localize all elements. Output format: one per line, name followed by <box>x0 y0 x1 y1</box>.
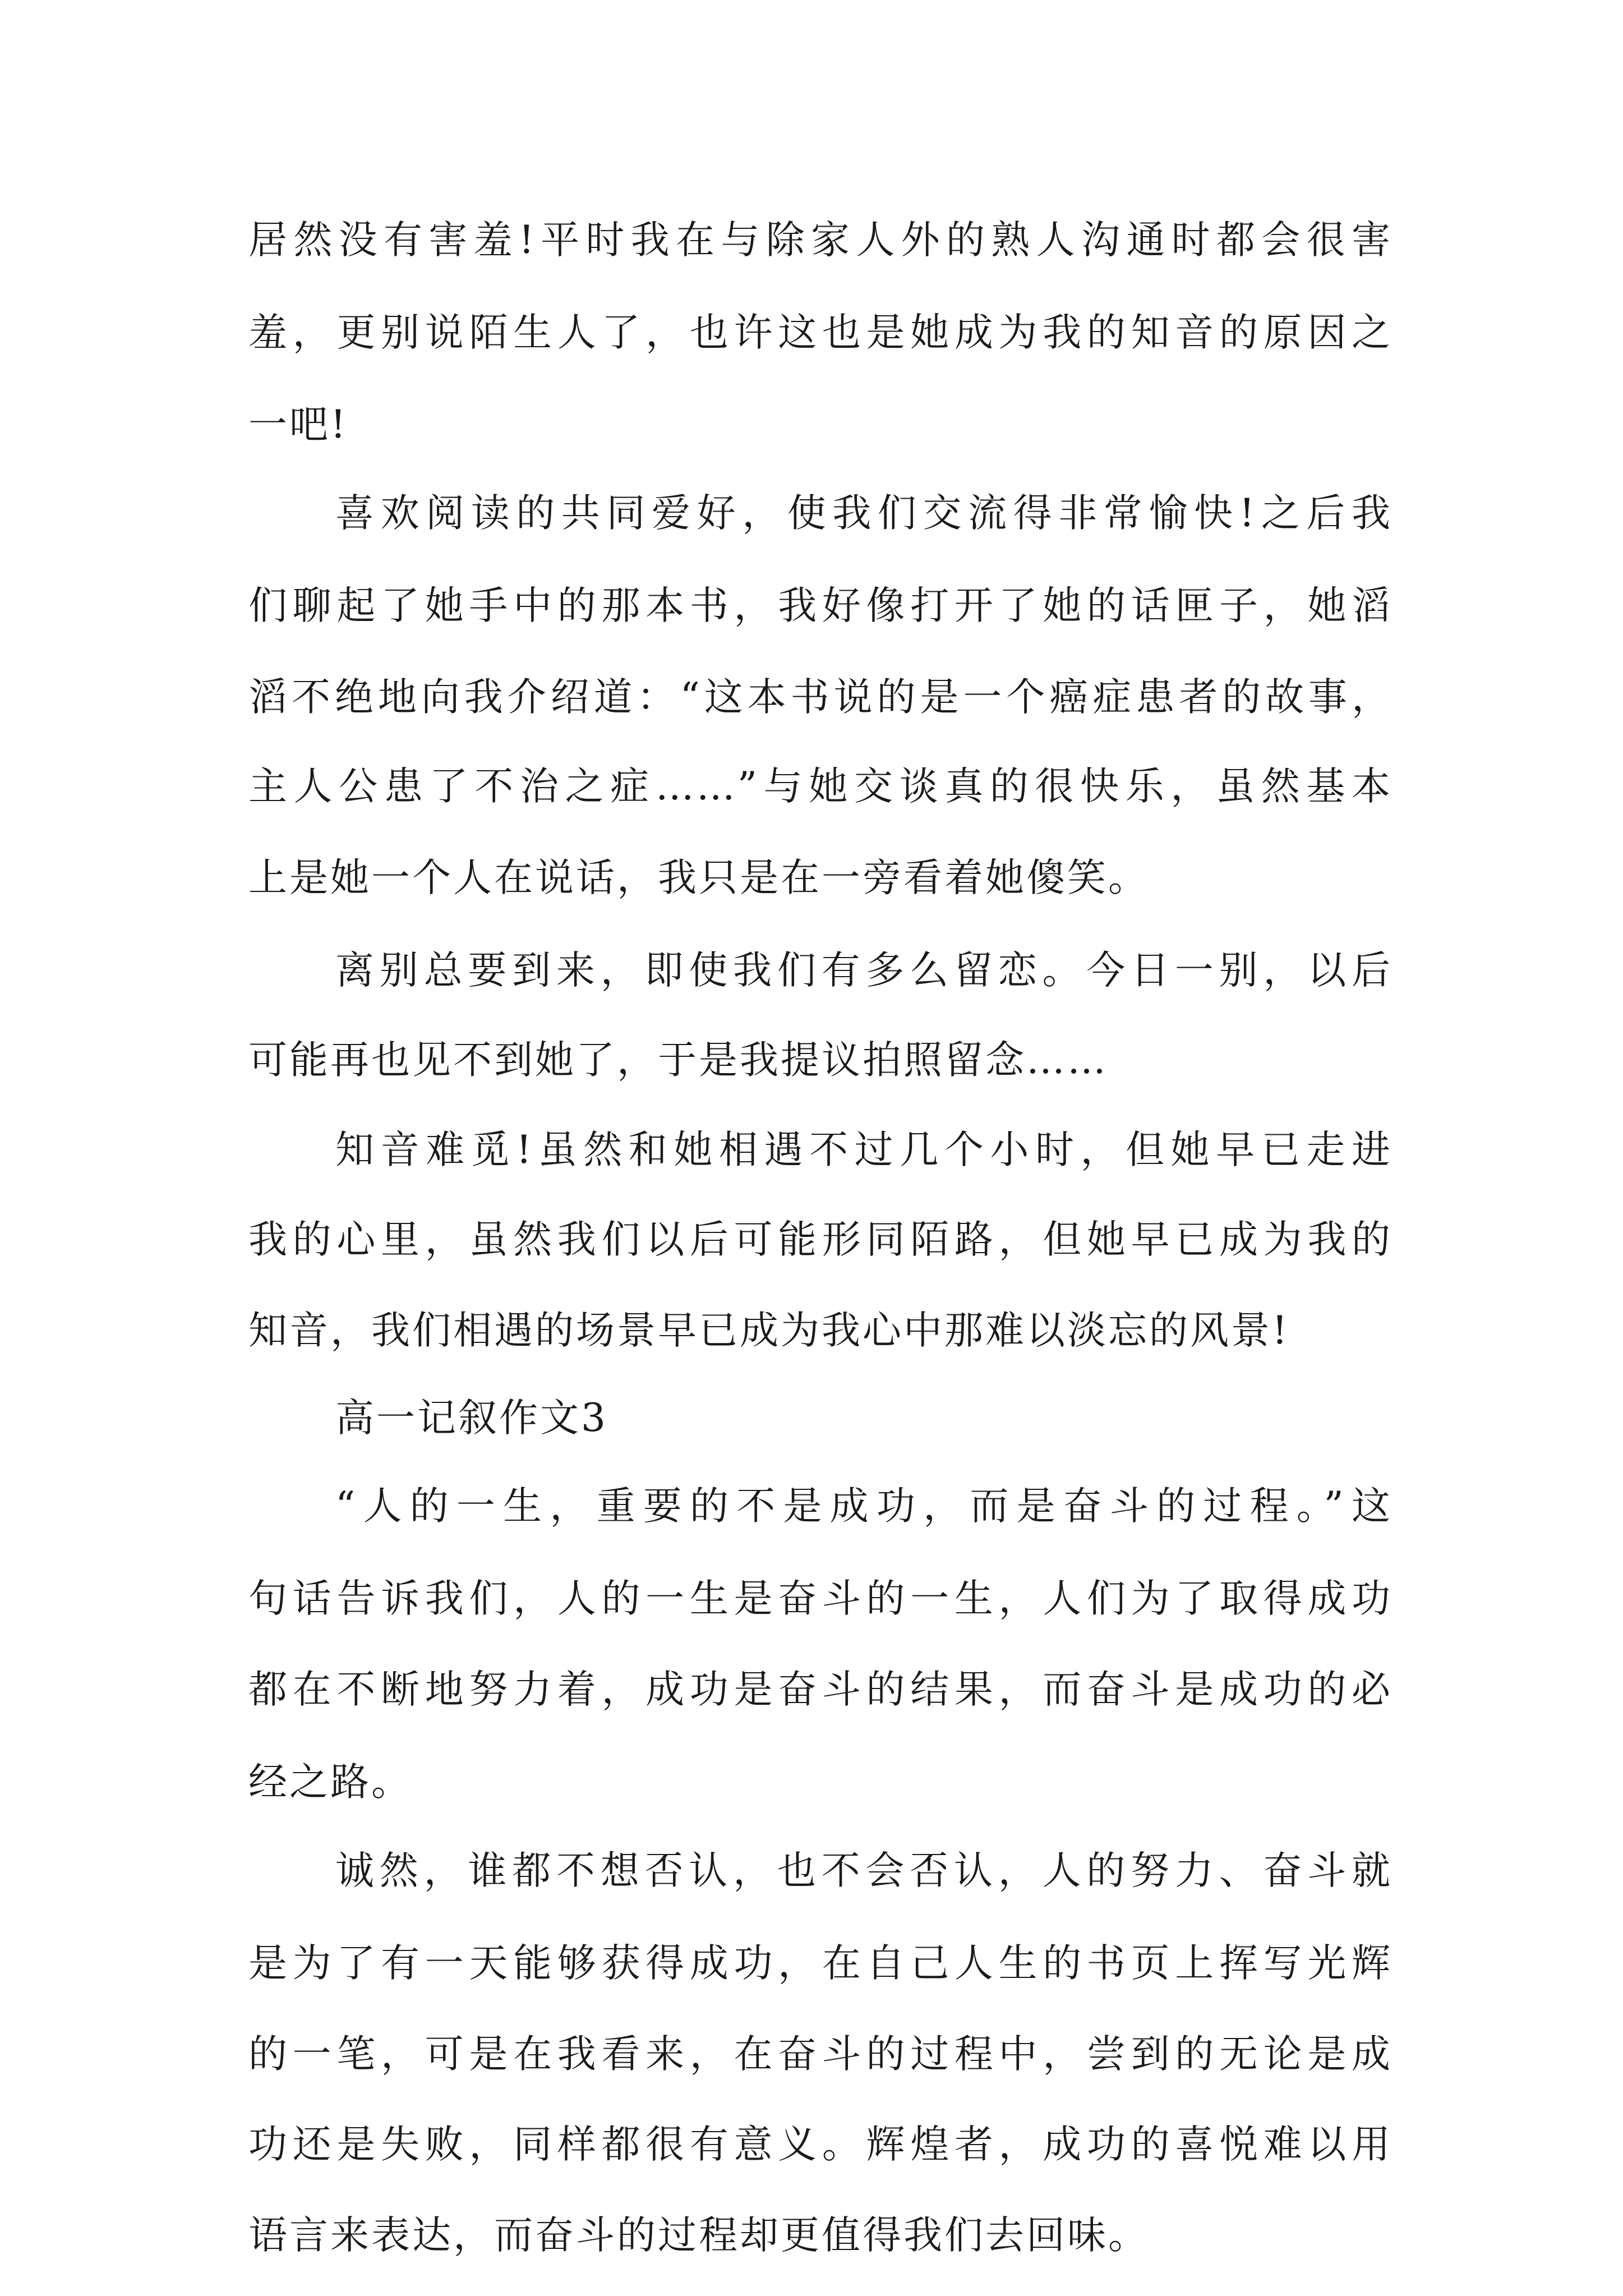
text-line: 居然没有害羞!平时我在与除家人外的熟人沟通时都会很害 <box>248 218 1393 263</box>
text-line: 们聊起了她手中的那本书，我好像打开了她的话匣子，她滔 <box>248 583 1393 628</box>
text-line: 句话告诉我们，人的一生是奋斗的一生，人们为了取得成功 <box>248 1576 1393 1621</box>
text-line: 羞，更别说陌生人了，也许这也是她成为我的知音的原因之 <box>248 310 1393 355</box>
section-heading: 高一记叙作文3 <box>335 1396 608 1441</box>
text-line: 语言来表达，而奋斗的过程却更值得我们去回味。 <box>248 2213 1149 2258</box>
text-line: 主人公患了不治之症……”与她交谈真的很快乐，虽然基本 <box>248 764 1393 809</box>
text-line: 经之路。 <box>248 1760 412 1805</box>
text-line: 喜欢阅读的共同爱好，使我们交流得非常愉快!之后我 <box>335 491 1393 536</box>
text-line: 一吧! <box>248 402 348 447</box>
text-line: 是为了有一天能够获得成功，在自己人生的书页上挥写光辉 <box>248 1941 1393 1986</box>
text-line: 知音，我们相遇的场景早已成为我心中那难以淡忘的风景! <box>248 1308 1290 1353</box>
text-line: 滔不绝地向我介绍道：“这本书说的是一个癌症患者的故事， <box>248 675 1393 720</box>
text-line: 知音难觅!虽然和她相遇不过几个小时，但她早已走进 <box>335 1128 1393 1172</box>
text-line: 离别总要到来，即使我们有多么留恋。今日一别，以后 <box>335 948 1393 993</box>
text-line: 都在不断地努力着，成功是奋斗的结果，而奋斗是成功的必 <box>248 1667 1393 1712</box>
text-line: 的一笔，可是在我看来，在奋斗的过程中，尝到的无论是成 <box>248 2032 1393 2077</box>
text-line: 上是她一个人在说话，我只是在一旁看着她傻笑。 <box>248 855 1149 900</box>
text-line: 功还是失败，同样都很有意义。辉煌者，成功的喜悦难以用 <box>248 2122 1393 2167</box>
text-line: “人的一生，重要的不是成功，而是奋斗的过程。”这 <box>335 1484 1393 1529</box>
text-line: 我的心里，虽然我们以后可能形同陌路，但她早已成为我的 <box>248 1217 1393 1262</box>
text-line: 诚然，谁都不想否认，也不会否认，人的努力、奋斗就 <box>335 1848 1393 1893</box>
text-line: 可能再也见不到她了，于是我提议拍照留念…… <box>248 1038 1108 1083</box>
